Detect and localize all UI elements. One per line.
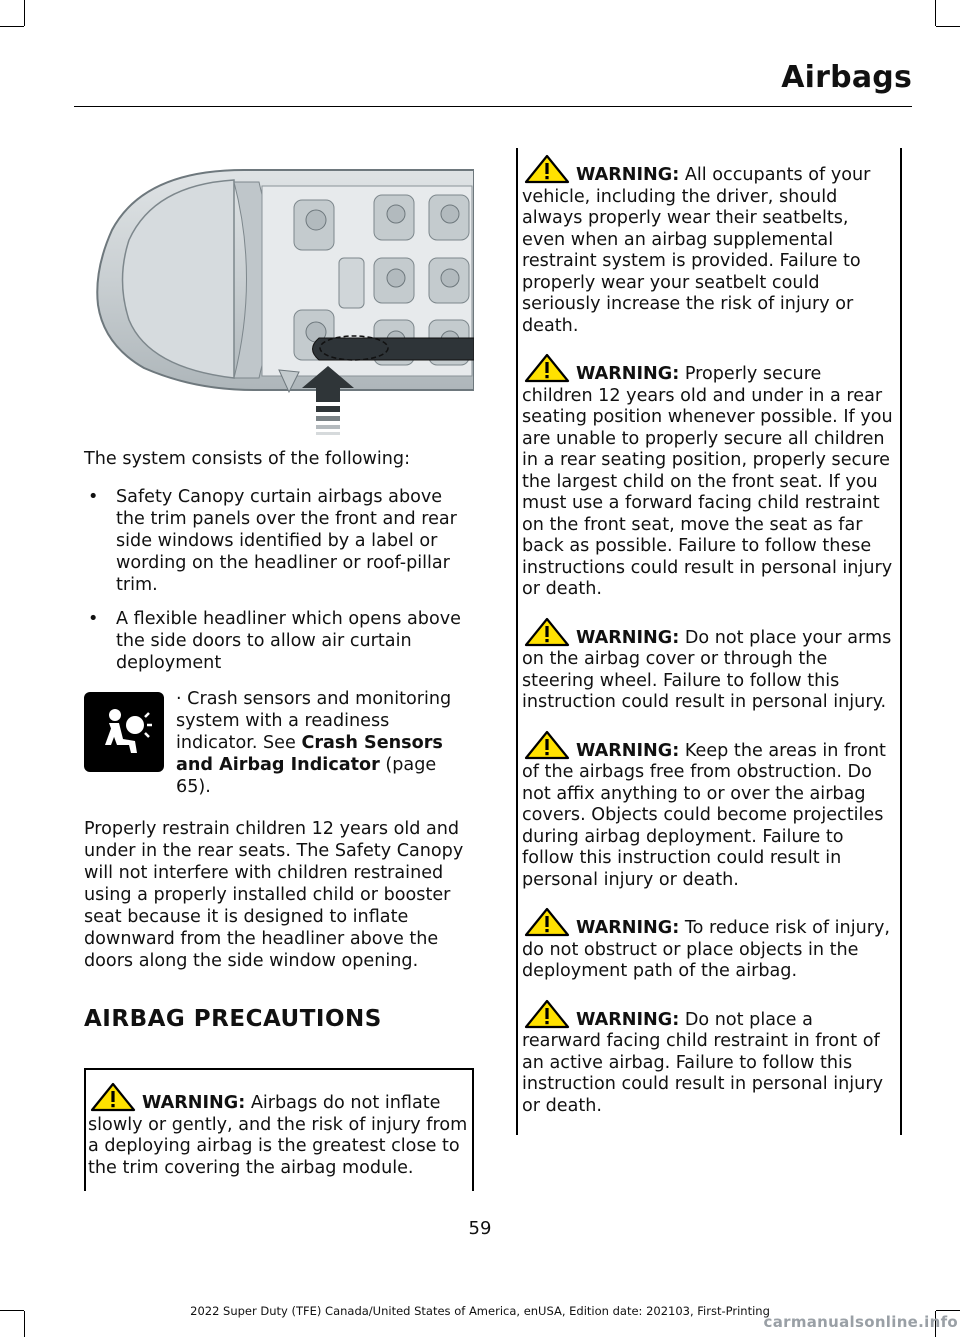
warning-label: WARNING: (576, 918, 680, 938)
watermark: carmanualsonline.info (763, 1313, 958, 1331)
warning-label: WARNING: (142, 1093, 246, 1113)
warning-text: All occupants of your vehicle, including the driver, should always properly wear their seatbelts, even when an airbag supplemental restraint system is provided. Failure to properly wear your seatbelt could seriously increase the risk of injury or death. (522, 165, 871, 336)
bullet-glyph: • (88, 487, 99, 507)
child-restraint-paragraph: Properly restrain children 12 years old and under in the rear seats. The Safety Canopy will not interfere with children restrained using a properly installed child or booster seat because it is designed to inflate downward from the headliner above the doors along the side window opening. (84, 819, 464, 971)
list-item-text: A flexible headliner which opens above the side doors to allow air curtain deployment (116, 609, 461, 673)
warning-item (522, 154, 896, 337)
warning-triangle-icon (88, 1082, 138, 1112)
page-number: 59 (468, 1218, 492, 1239)
warning-label: WARNING: (576, 165, 680, 185)
header-divider (74, 106, 912, 107)
crash-sensor-item (84, 688, 474, 798)
warning-box-left (84, 1068, 474, 1191)
vehicle-airbag-illustration (84, 140, 474, 440)
warning-text: Properly secure children 12 years old and under in a rear seating position whenever possible. If you are unable to properly secure all children in a rear seating position, properly secure the largest child on the front seat. If you must use a forward facing child restraint on the front seat, move the seat as far back as possible. Failure to follow these instructions could result in personal injury or death. (522, 364, 893, 599)
page-title: Airbags (781, 60, 912, 95)
warning-text: Do not place your arms on the airbag cover or through the steering wheel. Failure to follow this instruction could result in personal injury. (522, 627, 892, 712)
list-item (84, 486, 474, 596)
warning-box-right (516, 148, 902, 1135)
warning-text: To reduce risk of injury, do not obstruct or place objects in the deployment path of the airbag. (522, 918, 890, 981)
bullet-glyph: • (88, 609, 99, 629)
warning-item (88, 1082, 470, 1179)
warning-item (522, 353, 896, 601)
warning-item (522, 730, 896, 892)
list-item (84, 608, 474, 674)
warning-triangle-icon (522, 353, 572, 383)
crash-sensor-link[interactable]: Crash Sensors and Airbag Indicator (176, 733, 443, 775)
warning-label: WARNING: (576, 1009, 680, 1030)
warning-label: WARNING: (576, 364, 680, 384)
crop-mark (24, 0, 25, 26)
right-column (516, 148, 902, 1135)
crash-sensor-desc: · Crash sensors and monitoring system with a readiness indicator. See (176, 689, 452, 753)
list-item-text: Safety Canopy curtain airbags above the trim panels over the front and rear side windows identified by a label or wording on the headliner or roof-pillar trim. (116, 487, 457, 595)
warning-item (522, 999, 896, 1118)
warning-label: WARNING: (576, 627, 680, 648)
warning-text: Keep the areas in front of the airbags free from obstruction. Do not affix anything to or over the airbag covers. Objects could become projectiles during airbag deployment. Failure to follow this instruction could result in personal injury or death. (522, 740, 886, 890)
warning-text: Do not place a rearward facing child restraint in front of an active airbag. Failure to follow this instruction could result in personal injury or death. (522, 1009, 883, 1116)
airbag-warning-icon (84, 692, 164, 772)
warning-triangle-icon (522, 730, 572, 760)
crash-sensor-page-ref: (page 65). (176, 755, 437, 797)
crop-mark (0, 26, 24, 27)
warning-triangle-icon (522, 154, 572, 184)
warning-item (522, 907, 896, 983)
intro-text: The system consists of the following: (84, 449, 411, 469)
crop-mark (936, 26, 960, 27)
warning-triangle-icon (522, 907, 572, 937)
section-heading: AIRBAG PRECAUTIONS (84, 1006, 382, 1032)
warning-triangle-icon (522, 999, 572, 1029)
warning-label: WARNING: (576, 740, 680, 761)
warning-text: Airbags do not inflate slowly or gently, and the risk of injury from a deploying airbag is the greatest close to the trim covering the airbag module. (88, 1093, 468, 1178)
vehicle-top-view-image (84, 140, 474, 440)
edition-footer: 2022 Super Duty (TFE) Canada/United States of America, enUSA, Edition date: 202103, First-Printing (190, 1304, 770, 1318)
left-column (84, 140, 474, 1191)
warning-triangle-icon (522, 617, 572, 647)
airbag-person-icon (93, 701, 155, 763)
warning-item (522, 617, 896, 714)
system-components-list (84, 486, 474, 674)
crop-mark (935, 0, 936, 26)
